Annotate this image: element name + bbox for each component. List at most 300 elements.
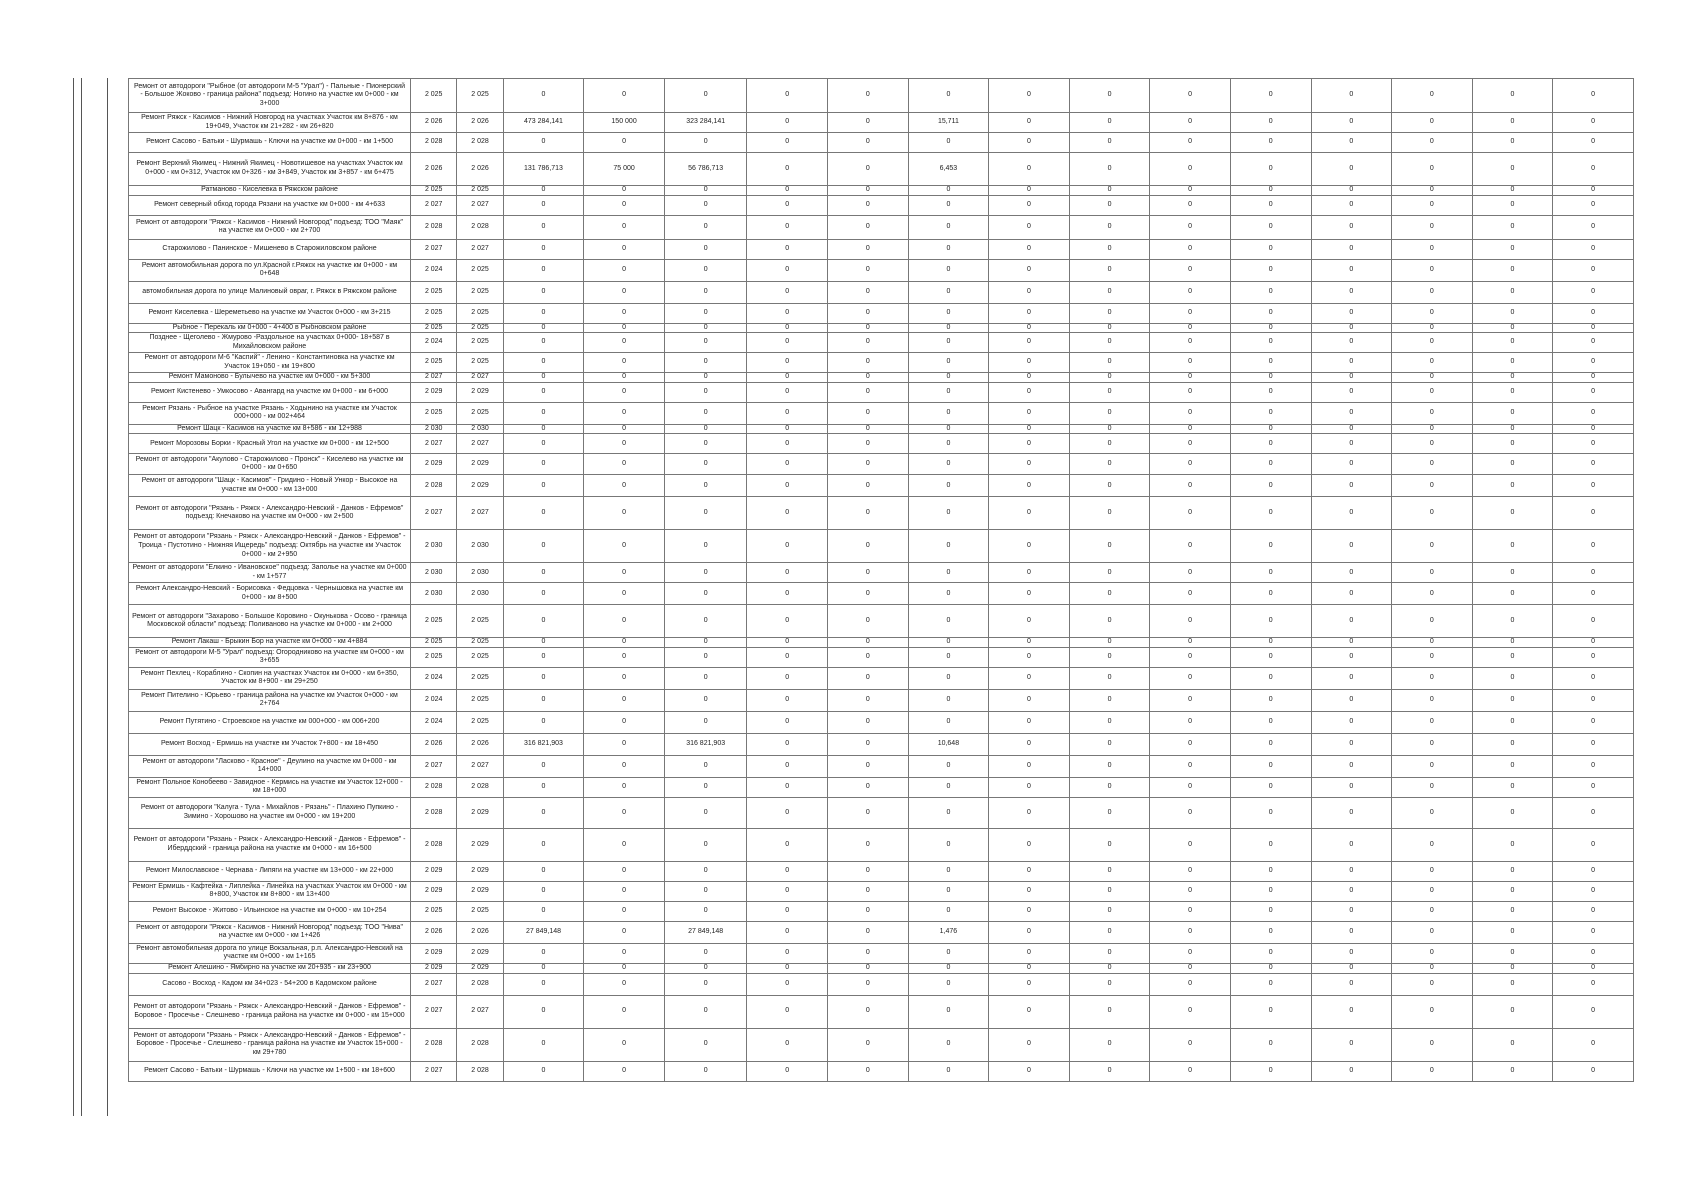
value-cell: 0	[1392, 901, 1473, 921]
value-cell: 0	[1472, 828, 1553, 861]
value-cell: 0	[989, 861, 1070, 881]
value-cell: 0	[989, 563, 1070, 583]
value-cell: 0	[828, 454, 909, 475]
value-cell: 0	[1150, 881, 1231, 901]
value-cell: 0	[1472, 583, 1553, 605]
value-cell: 27 849,148	[503, 921, 584, 943]
value-cell: 0	[1150, 530, 1231, 563]
value-cell: 0	[1392, 382, 1473, 402]
value-cell: 0	[1553, 333, 1634, 353]
value-cell: 0	[1311, 963, 1392, 973]
value-cell: 0	[1553, 373, 1634, 383]
value-cell: 0	[747, 647, 828, 667]
value-cell: 0	[828, 901, 909, 921]
value-cell: 0	[1311, 281, 1392, 303]
value-cell: 0	[908, 943, 989, 963]
value-cell: 0	[747, 733, 828, 755]
value-cell: 0	[503, 79, 584, 113]
year-cell: 2 030	[411, 424, 457, 434]
table-row	[129, 434, 1634, 454]
value-cell: 0	[1392, 861, 1473, 881]
table-row	[129, 153, 1634, 186]
road-name-cell: Ремонт Морозовы Борки - Красный Угол на участке км 0+000 - км 12+500	[129, 434, 411, 454]
value-cell: 0	[1472, 943, 1553, 963]
value-cell: 0	[747, 1061, 828, 1081]
value-cell: 0	[1472, 901, 1553, 921]
value-cell: 0	[1069, 373, 1150, 383]
year-cell: 2 027	[411, 1061, 457, 1081]
value-cell: 0	[503, 647, 584, 667]
value-cell: 0	[1069, 497, 1150, 530]
road-name-cell: Ремонт северный обход города Рязани на участке км 0+000 - км 4+633	[129, 195, 411, 215]
value-cell: 0	[584, 239, 665, 259]
value-cell: 0	[1150, 259, 1231, 281]
value-cell: 0	[1392, 777, 1473, 797]
value-cell: 0	[584, 333, 665, 353]
value-cell: 0	[1150, 755, 1231, 777]
value-cell: 0	[503, 638, 584, 648]
value-cell: 0	[1069, 995, 1150, 1028]
value-cell: 0	[664, 497, 747, 530]
value-cell: 0	[908, 373, 989, 383]
value-cell: 0	[908, 259, 989, 281]
value-cell: 0	[1069, 259, 1150, 281]
value-cell: 0	[828, 797, 909, 828]
year-cell: 2 027	[457, 239, 503, 259]
value-cell: 0	[1311, 333, 1392, 353]
value-cell: 0	[747, 323, 828, 333]
value-cell: 0	[1069, 382, 1150, 402]
value-cell: 0	[828, 647, 909, 667]
value-cell: 0	[1311, 454, 1392, 475]
value-cell: 0	[1472, 1061, 1553, 1081]
value-cell: 0	[1553, 215, 1634, 239]
value-cell: 0	[503, 583, 584, 605]
value-cell: 0	[664, 755, 747, 777]
value-cell: 0	[908, 689, 989, 711]
value-cell: 0	[1392, 113, 1473, 133]
value-cell: 0	[1392, 281, 1473, 303]
year-cell: 2 028	[411, 797, 457, 828]
value-cell: 0	[503, 563, 584, 583]
value-cell: 0	[1472, 373, 1553, 383]
value-cell: 0	[747, 373, 828, 383]
road-name-cell: Ремонт от автодороги "Акулово - Старожилово - Пронск" - Киселево на участке км 0+000 - км 0+650	[129, 454, 411, 475]
value-cell: 0	[1230, 323, 1311, 333]
value-cell: 0	[584, 943, 665, 963]
value-cell: 0	[1472, 402, 1553, 424]
road-name-cell: Ремонт Милославское - Чернава - Липяги на участке км 13+000 - км 22+000	[129, 861, 411, 881]
value-cell: 0	[1150, 667, 1231, 689]
value-cell: 0	[664, 1061, 747, 1081]
value-cell: 0	[1472, 195, 1553, 215]
value-cell: 0	[908, 382, 989, 402]
value-cell: 0	[503, 1061, 584, 1081]
value-cell: 0	[1392, 943, 1473, 963]
value-cell: 0	[1230, 373, 1311, 383]
table-row	[129, 1028, 1634, 1061]
value-cell: 0	[989, 133, 1070, 153]
value-cell: 0	[908, 353, 989, 373]
value-cell: 0	[584, 454, 665, 475]
value-cell: 0	[664, 195, 747, 215]
value-cell: 0	[989, 689, 1070, 711]
value-cell: 0	[1069, 861, 1150, 881]
value-cell: 0	[908, 881, 989, 901]
value-cell: 0	[1392, 323, 1473, 333]
value-cell: 0	[584, 638, 665, 648]
value-cell: 0	[828, 1028, 909, 1061]
value-cell: 0	[1553, 113, 1634, 133]
value-cell: 0	[584, 530, 665, 563]
value-cell: 0	[1150, 647, 1231, 667]
table-row	[129, 1061, 1634, 1081]
value-cell: 0	[828, 215, 909, 239]
value-cell: 0	[584, 1028, 665, 1061]
value-cell: 0	[989, 303, 1070, 323]
year-cell: 2 027	[457, 373, 503, 383]
road-name-cell: Ремонт от автодороги "Ласково - Красное" - Деулино на участке км 0+000 - км 14+000	[129, 755, 411, 777]
value-cell: 0	[1230, 777, 1311, 797]
value-cell: 0	[1230, 215, 1311, 239]
value-cell: 0	[1311, 402, 1392, 424]
value-cell: 0	[1069, 434, 1150, 454]
table-row	[129, 711, 1634, 733]
value-cell: 0	[908, 563, 989, 583]
road-name-cell: Ремонт автомобильная дорога по ул.Красной г.Ряжск на участке км 0+000 - км 0+648	[129, 259, 411, 281]
value-cell: 0	[1472, 186, 1553, 196]
value-cell: 0	[828, 755, 909, 777]
value-cell: 0	[989, 79, 1070, 113]
value-cell: 0	[1069, 333, 1150, 353]
value-cell: 0	[584, 755, 665, 777]
year-cell: 2 026	[457, 113, 503, 133]
value-cell: 0	[989, 995, 1070, 1028]
value-cell: 0	[908, 239, 989, 259]
value-cell: 0	[828, 995, 909, 1028]
value-cell: 0	[1392, 563, 1473, 583]
value-cell: 0	[989, 186, 1070, 196]
value-cell: 0	[1472, 963, 1553, 973]
value-cell: 0	[828, 973, 909, 995]
road-name-cell: Ремонт Путятино - Строевское на участке км 000+000 - км 006+200	[129, 711, 411, 733]
value-cell: 0	[1311, 755, 1392, 777]
value-cell: 0	[584, 583, 665, 605]
value-cell: 0	[1150, 153, 1231, 186]
year-cell: 2 028	[457, 1028, 503, 1061]
value-cell: 0	[1392, 638, 1473, 648]
table-row	[129, 963, 1634, 973]
value-cell: 0	[908, 605, 989, 638]
value-cell: 0	[989, 881, 1070, 901]
value-cell: 0	[1069, 323, 1150, 333]
value-cell: 0	[1150, 921, 1231, 943]
road-name-cell: Ремонт Ряжск - Касимов - Нижний Новгород на участках Участок км 8+876 - км 19+049, Участок км 21+282 - км 26+820	[129, 113, 411, 133]
value-cell: 0	[1069, 113, 1150, 133]
road-name-cell: Ремонт Сасово - Батьки - Шурмашь - Ключи на участке км 0+000 - км 1+500	[129, 133, 411, 153]
value-cell: 0	[664, 303, 747, 323]
value-cell: 0	[828, 323, 909, 333]
value-cell: 0	[1069, 755, 1150, 777]
value-cell: 0	[1553, 402, 1634, 424]
value-cell: 0	[747, 259, 828, 281]
value-cell: 0	[584, 605, 665, 638]
value-cell: 0	[1553, 973, 1634, 995]
year-cell: 2 025	[457, 303, 503, 323]
road-name-cell: Ремонт от автодороги М-6 "Каспий" - Ленино - Константиновка на участке км Участок 19+050 - км 19+800	[129, 353, 411, 373]
year-cell: 2 027	[411, 239, 457, 259]
year-cell: 2 029	[411, 382, 457, 402]
value-cell: 0	[1472, 153, 1553, 186]
value-cell: 0	[1553, 943, 1634, 963]
value-cell: 0	[664, 861, 747, 881]
year-cell: 2 025	[411, 323, 457, 333]
value-cell: 0	[1069, 921, 1150, 943]
value-cell: 0	[908, 79, 989, 113]
value-cell: 0	[1311, 1028, 1392, 1061]
value-cell: 0	[989, 373, 1070, 383]
road-name-cell: Ремонт Мамоново - Булычево на участке км 0+000 - км 5+300	[129, 373, 411, 383]
value-cell: 0	[1069, 79, 1150, 113]
value-cell: 0	[828, 881, 909, 901]
value-cell: 0	[1553, 475, 1634, 497]
value-cell: 0	[1069, 689, 1150, 711]
value-cell: 0	[908, 1061, 989, 1081]
value-cell: 0	[1311, 79, 1392, 113]
value-cell: 0	[1472, 424, 1553, 434]
year-cell: 2 024	[411, 667, 457, 689]
value-cell: 0	[747, 195, 828, 215]
value-cell: 0	[1150, 79, 1231, 113]
value-cell: 0	[1150, 353, 1231, 373]
value-cell: 0	[908, 995, 989, 1028]
value-cell: 0	[503, 382, 584, 402]
value-cell: 0	[908, 281, 989, 303]
value-cell: 0	[1150, 1028, 1231, 1061]
table-row	[129, 113, 1634, 133]
value-cell: 0	[1311, 353, 1392, 373]
value-cell: 0	[828, 583, 909, 605]
value-cell: 0	[989, 583, 1070, 605]
value-cell: 0	[828, 382, 909, 402]
value-cell: 0	[1392, 755, 1473, 777]
value-cell: 0	[1392, 881, 1473, 901]
value-cell: 75 000	[584, 153, 665, 186]
value-cell: 0	[989, 454, 1070, 475]
value-cell: 0	[503, 186, 584, 196]
value-cell: 0	[1069, 583, 1150, 605]
value-cell: 0	[584, 647, 665, 667]
year-cell: 2 024	[411, 333, 457, 353]
table-row	[129, 638, 1634, 648]
value-cell: 0	[989, 1028, 1070, 1061]
value-cell: 0	[1150, 995, 1231, 1028]
value-cell: 0	[1150, 901, 1231, 921]
value-cell: 0	[1311, 303, 1392, 323]
year-cell: 2 027	[457, 995, 503, 1028]
value-cell: 0	[1392, 259, 1473, 281]
value-cell: 0	[1311, 113, 1392, 133]
value-cell: 0	[747, 424, 828, 434]
value-cell: 0	[1230, 733, 1311, 755]
value-cell: 0	[1150, 475, 1231, 497]
value-cell: 0	[1553, 1028, 1634, 1061]
value-cell: 0	[1230, 647, 1311, 667]
value-cell: 0	[1150, 215, 1231, 239]
value-cell: 0	[1230, 1028, 1311, 1061]
value-cell: 0	[1069, 303, 1150, 323]
value-cell: 0	[908, 530, 989, 563]
value-cell: 0	[664, 605, 747, 638]
value-cell: 0	[1553, 424, 1634, 434]
table-row	[129, 777, 1634, 797]
road-name-cell: Ратманово - Киселевка в Ряжском районе	[129, 186, 411, 196]
year-cell: 2 025	[411, 79, 457, 113]
value-cell: 0	[664, 259, 747, 281]
table-row	[129, 281, 1634, 303]
year-cell: 2 027	[457, 497, 503, 530]
year-cell: 2 026	[411, 153, 457, 186]
value-cell: 0	[1553, 583, 1634, 605]
value-cell: 0	[664, 881, 747, 901]
value-cell: 0	[747, 881, 828, 901]
year-cell: 2 030	[457, 583, 503, 605]
value-cell: 0	[1150, 861, 1231, 881]
table-row	[129, 373, 1634, 383]
value-cell: 0	[1150, 333, 1231, 353]
value-cell: 0	[1230, 881, 1311, 901]
year-cell: 2 028	[457, 133, 503, 153]
value-cell: 0	[908, 647, 989, 667]
value-cell: 0	[747, 901, 828, 921]
value-cell: 0	[1311, 605, 1392, 638]
value-cell: 0	[664, 323, 747, 333]
value-cell: 0	[1553, 382, 1634, 402]
road-name-cell: Ремонт Высокое - Житово - Ильинское на участке км 0+000 - км 10+254	[129, 901, 411, 921]
value-cell: 0	[747, 1028, 828, 1061]
value-cell: 0	[1150, 382, 1231, 402]
year-cell: 2 029	[411, 861, 457, 881]
value-cell: 0	[1392, 995, 1473, 1028]
year-cell: 2 025	[457, 667, 503, 689]
value-cell: 0	[1472, 454, 1553, 475]
value-cell: 0	[503, 239, 584, 259]
value-cell: 0	[1392, 497, 1473, 530]
road-name-cell: автомобильная дорога по улице Малиновый овраг, г. Ряжск в Ряжском районе	[129, 281, 411, 303]
value-cell: 0	[1069, 1028, 1150, 1061]
table-row	[129, 755, 1634, 777]
value-cell: 0	[828, 79, 909, 113]
value-cell: 0	[1472, 303, 1553, 323]
table-row	[129, 454, 1634, 475]
value-cell: 0	[989, 755, 1070, 777]
value-cell: 0	[747, 755, 828, 777]
value-cell: 0	[1311, 797, 1392, 828]
value-cell: 0	[1553, 1061, 1634, 1081]
value-cell: 0	[747, 454, 828, 475]
value-cell: 0	[989, 711, 1070, 733]
road-name-cell: Ремонт Шацк - Касимов на участке км 8+586 - км 12+988	[129, 424, 411, 434]
value-cell: 0	[747, 797, 828, 828]
value-cell: 0	[747, 113, 828, 133]
value-cell: 0	[1069, 647, 1150, 667]
year-cell: 2 027	[411, 195, 457, 215]
value-cell: 0	[503, 828, 584, 861]
table-row	[129, 733, 1634, 755]
value-cell: 0	[584, 133, 665, 153]
value-cell: 0	[503, 861, 584, 881]
value-cell: 0	[1472, 239, 1553, 259]
value-cell: 0	[664, 828, 747, 861]
value-cell: 0	[828, 402, 909, 424]
value-cell: 0	[584, 323, 665, 333]
table-row	[129, 647, 1634, 667]
year-cell: 2 025	[411, 605, 457, 638]
value-cell: 0	[1150, 777, 1231, 797]
value-cell: 0	[747, 215, 828, 239]
value-cell: 0	[989, 153, 1070, 186]
value-cell: 0	[1472, 563, 1553, 583]
year-cell: 2 025	[411, 186, 457, 196]
value-cell: 0	[1392, 647, 1473, 667]
value-cell: 0	[747, 79, 828, 113]
value-cell: 0	[584, 901, 665, 921]
margin-rule	[81, 78, 82, 1116]
value-cell: 0	[1472, 605, 1553, 638]
value-cell: 0	[584, 303, 665, 323]
value-cell: 0	[1553, 530, 1634, 563]
value-cell: 316 821,903	[664, 733, 747, 755]
value-cell: 0	[989, 530, 1070, 563]
value-cell: 0	[1472, 1028, 1553, 1061]
value-cell: 0	[747, 333, 828, 353]
road-name-cell: Ремонт Сасово - Батьки - Шурмашь - Ключи на участке км 1+500 - км 18+600	[129, 1061, 411, 1081]
value-cell: 0	[828, 239, 909, 259]
value-cell: 0	[989, 605, 1070, 638]
value-cell: 0	[908, 667, 989, 689]
value-cell: 0	[828, 638, 909, 648]
value-cell: 0	[1069, 605, 1150, 638]
value-cell: 150 000	[584, 113, 665, 133]
value-cell: 0	[828, 353, 909, 373]
year-cell: 2 025	[411, 638, 457, 648]
road-name-cell: Ремонт от автодороги "Калуга - Тула - Михайлов - Рязань" - Плахино Пупкино - Зимино - Хорошово на участке км 0+000 - км 19+200	[129, 797, 411, 828]
road-name-cell: Ремонт от автодороги "Рязань - Ряжск - Александро-Невский - Данков - Ефремов" - Боровое - Просечье - Слешнево - граница района на участке км Участок 15+000 - км 29+780	[129, 1028, 411, 1061]
value-cell: 0	[989, 973, 1070, 995]
value-cell: 0	[828, 777, 909, 797]
value-cell: 0	[584, 186, 665, 196]
value-cell: 0	[747, 943, 828, 963]
value-cell: 0	[1392, 711, 1473, 733]
value-cell: 0	[503, 259, 584, 281]
value-cell: 0	[1230, 689, 1311, 711]
value-cell: 0	[1230, 333, 1311, 353]
value-cell: 0	[1553, 963, 1634, 973]
value-cell: 0	[1392, 583, 1473, 605]
value-cell: 0	[908, 133, 989, 153]
year-cell: 2 024	[411, 711, 457, 733]
year-cell: 2 028	[411, 777, 457, 797]
year-cell: 2 030	[457, 424, 503, 434]
road-name-cell: Ремонт от автодороги "Елкино - Ивановское" подъезд: Заполье на участке км 0+000 - км 1+577	[129, 563, 411, 583]
value-cell: 0	[1472, 215, 1553, 239]
value-cell: 0	[1553, 605, 1634, 638]
road-name-cell: Ремонт от автодороги "Рязань - Ряжск - Александро-Невский - Данков - Ефремов" подъезд: Кнечаково на участке км 0+000 - км 2+500	[129, 497, 411, 530]
value-cell: 0	[584, 777, 665, 797]
value-cell: 0	[1150, 943, 1231, 963]
value-cell: 0	[1150, 113, 1231, 133]
year-cell: 2 029	[457, 382, 503, 402]
